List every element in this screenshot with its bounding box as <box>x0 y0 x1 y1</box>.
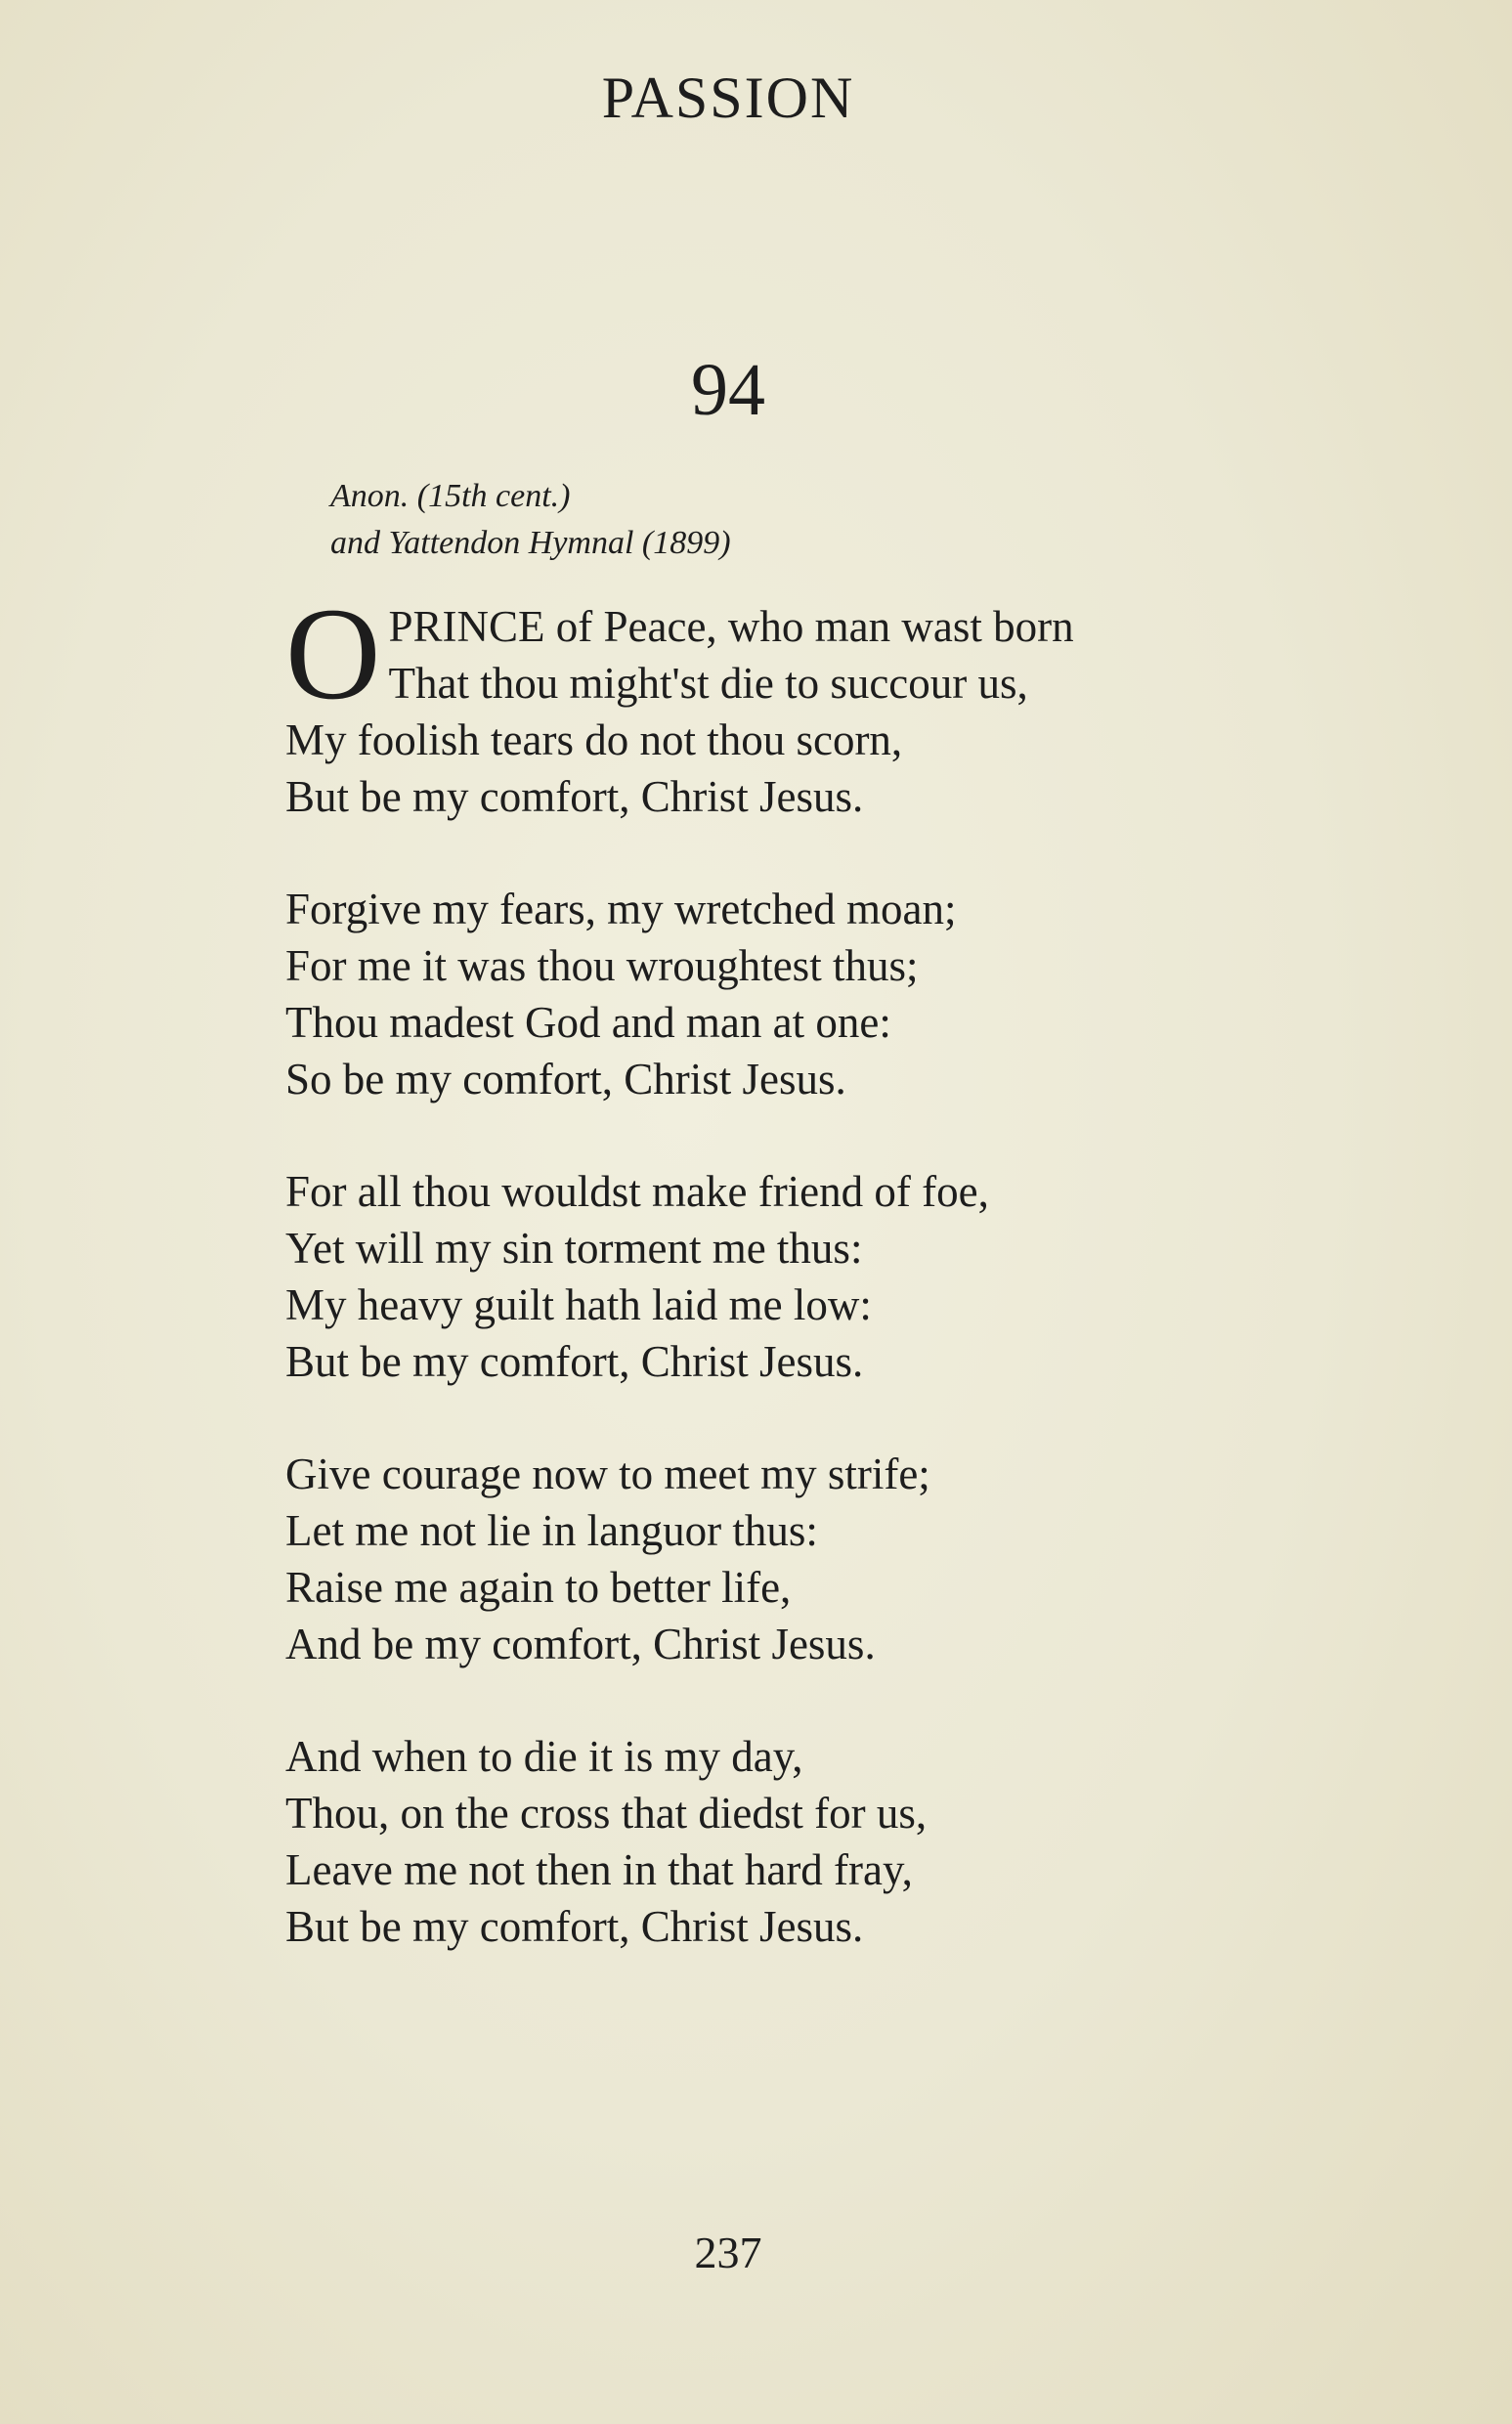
verse-line: That thou might'st die to succour us, <box>388 659 1028 708</box>
verse-line: But be my comfort, Christ Jesus. <box>285 1902 864 1951</box>
stanza <box>285 582 1439 825</box>
page-number: 237 <box>694 2228 762 2277</box>
verse-line: For all thou wouldst make friend of foe, <box>285 1167 989 1216</box>
verse-line: Thou, on the cross that diedst for us, <box>285 1789 928 1838</box>
verse-line: For me it was thou wroughtest thus; <box>285 941 919 990</box>
stanza <box>285 1728 1439 1955</box>
attribution <box>330 473 731 567</box>
attribution-line: Anon. (15th cent.) <box>330 478 571 514</box>
verse-line: Thou madest God and man at one: <box>285 998 891 1047</box>
verse-line: Let me not lie in languor thus: <box>285 1506 818 1555</box>
verse-line: But be my comfort, Christ Jesus. <box>285 772 864 821</box>
verse-line: And be my comfort, Christ Jesus. <box>285 1620 876 1668</box>
attribution-line: and Yattendon Hymnal (1899) <box>330 525 731 561</box>
verse-line: PRINCE of Peace, who man wast born <box>388 602 1074 651</box>
drop-cap: O <box>285 582 381 727</box>
verse-line: But be my comfort, Christ Jesus. <box>285 1337 864 1386</box>
verse-line: My heavy guilt hath laid me low: <box>285 1280 872 1329</box>
running-head: PASSION <box>601 65 855 130</box>
hymn-number: 94 <box>691 349 765 431</box>
verse-line: Yet will my sin torment me thus: <box>285 1224 863 1273</box>
verse-line: Leave me not then in that hard fray, <box>285 1845 913 1894</box>
verse-line: Raise me again to better life, <box>285 1563 792 1612</box>
stanza <box>285 881 1439 1107</box>
verse-line: My foolish tears do not thou scorn, <box>285 715 903 764</box>
verse-line: And when to die it is my day, <box>285 1732 803 1781</box>
stanza <box>285 1446 1439 1672</box>
verse-line: Forgive my fears, my wretched moan; <box>285 885 957 933</box>
verse-line: So be my comfort, Christ Jesus. <box>285 1055 846 1104</box>
stanza <box>285 1163 1439 1390</box>
poem <box>285 582 1439 2011</box>
verse-line: Give courage now to meet my strife; <box>285 1450 930 1498</box>
